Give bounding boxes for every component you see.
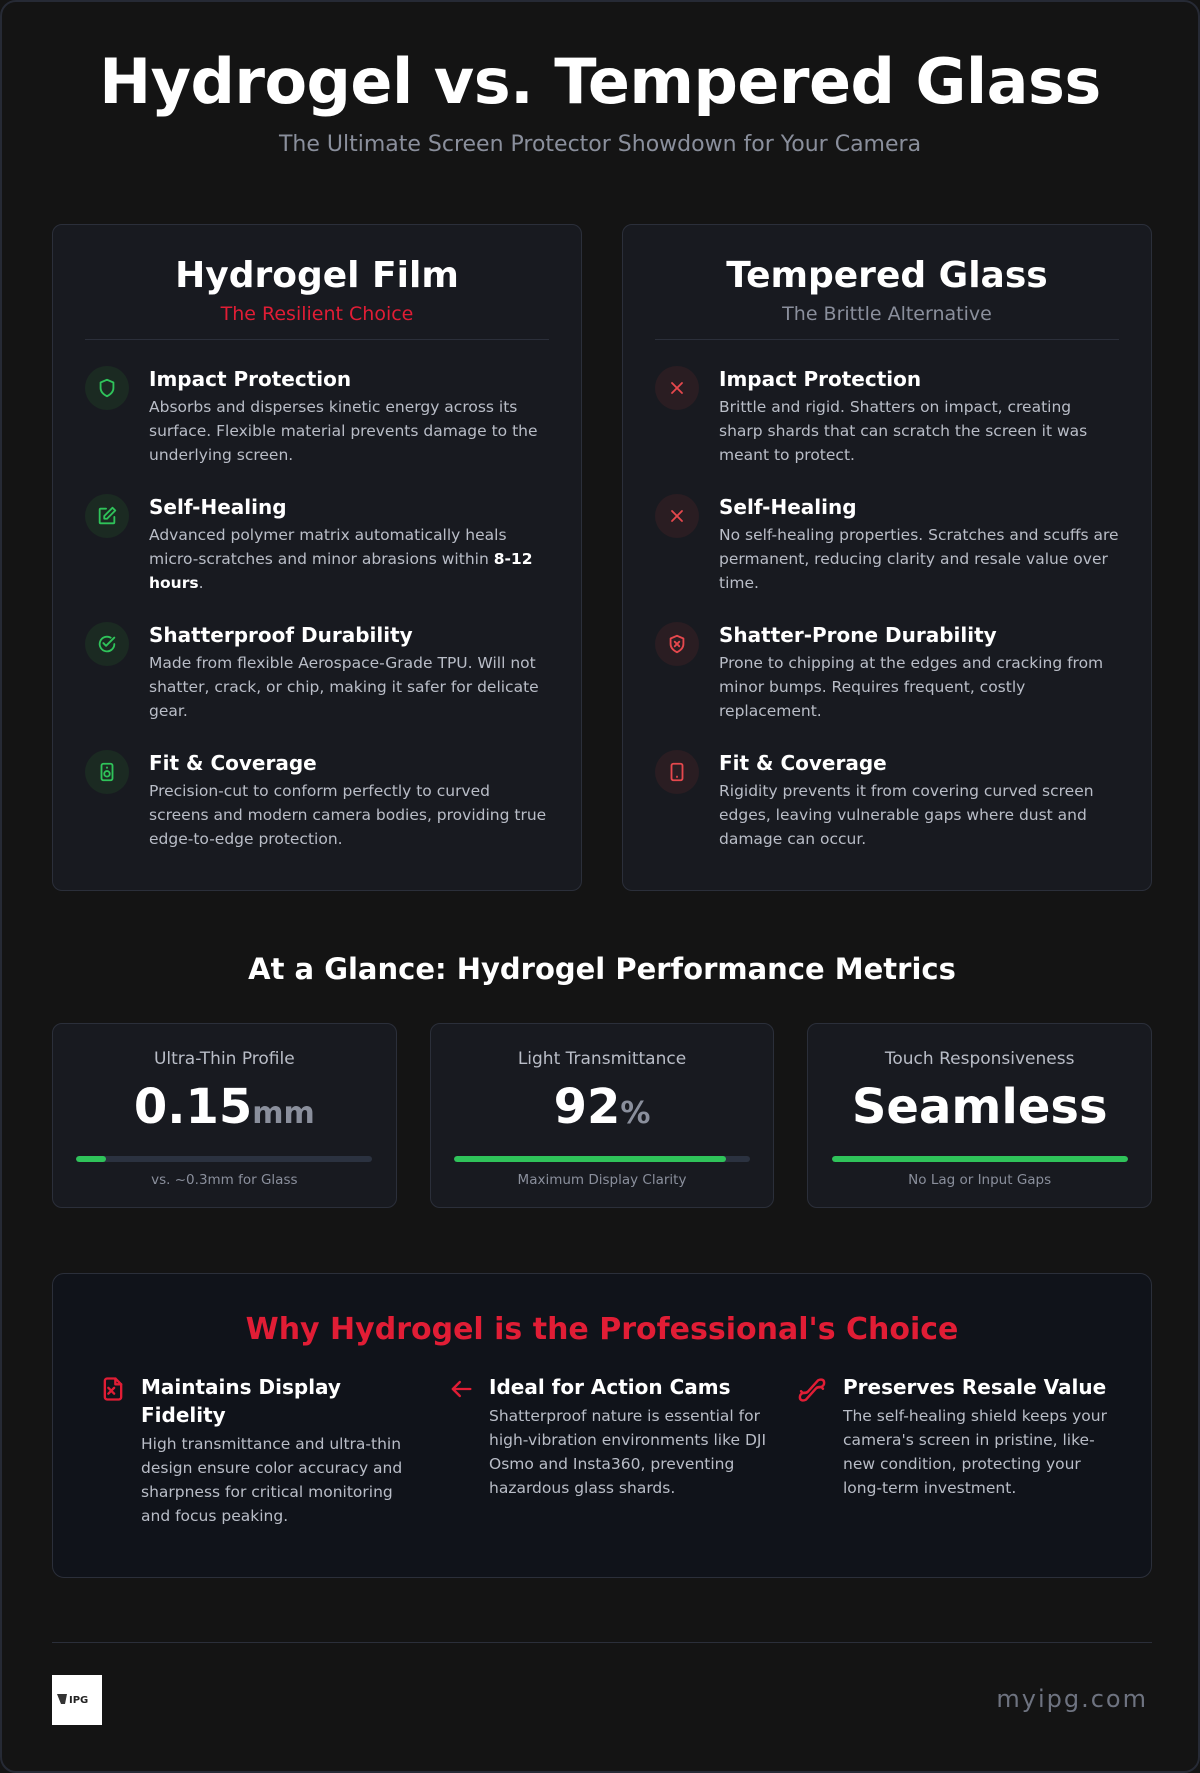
- glass-card: [622, 224, 1152, 891]
- feature-text-part: Advanced polymer matrix automatically heals micro-scratches and minor abrasions within: [149, 526, 507, 568]
- glass-title: Tempered Glass: [726, 255, 1048, 296]
- feature-text: Rigidity prevents it from covering curved screen edges, leaving vulnerable gaps where dust and damage can occur.: [719, 782, 1094, 848]
- feature-title: Shatterproof Durability: [149, 623, 413, 647]
- edit-icon: [85, 494, 129, 538]
- glass-feature: [655, 366, 1119, 494]
- metric-note: Maximum Display Clarity: [517, 1172, 687, 1188]
- feature-text: Absorbs and disperses kinetic energy across its surface. Flexible material prevents damage to the underlying screen.: [149, 398, 538, 464]
- metric-label: Light Transmittance: [517, 1049, 687, 1069]
- feature-title: Impact Protection: [149, 367, 352, 391]
- metric-progress-fill: [454, 1156, 726, 1162]
- feature-text: No self-healing properties. Scratches and scuffs are permanent, reducing clarity and resale value over time.: [719, 526, 1119, 592]
- feature-title: Self-Healing: [719, 495, 857, 519]
- metric-number: 0.15: [133, 1079, 253, 1135]
- why-item-title: Ideal for Action Cams: [489, 1375, 731, 1399]
- header: [2, 2, 1198, 157]
- feature-title: Fit & Coverage: [149, 751, 317, 775]
- why-item-title: Preserves Resale Value: [843, 1375, 1107, 1399]
- glass-feature: [655, 750, 1119, 878]
- why-item-text: Shatterproof nature is essential for high-vibration environments like DJI Osmo and Insta360, preventing hazardous glass shards.: [489, 1407, 767, 1497]
- feature-text: [149, 523, 549, 595]
- file-image-icon: [99, 1375, 127, 1403]
- feature-text: Brittle and rigid. Shatters on impact, creating sharp shards that can scratch the screen it was meant to protect.: [719, 398, 1088, 464]
- metric-number: 92: [553, 1079, 621, 1135]
- why-section: [52, 1273, 1152, 1578]
- glass-feature: [655, 622, 1119, 750]
- metric-card: [807, 1023, 1152, 1208]
- feature-text: Precision-cut to conform perfectly to curved screens and modern camera bodies, providing true edge-to-edge protection.: [149, 782, 547, 848]
- why-item-text: High transmittance and ultra-thin design ensure color accuracy and sharpness for critical monitoring and focus peaking.: [141, 1435, 403, 1525]
- hydrogel-tagline: The Resilient Choice: [220, 303, 414, 325]
- metric-note: No Lag or Input Gaps: [908, 1172, 1052, 1188]
- feature-text: Prone to chipping at the edges and cracking from minor bumps. Requires frequent, costly replacement.: [719, 654, 1104, 720]
- hydrogel-feature: [85, 622, 549, 750]
- glass-card-header: [655, 253, 1119, 340]
- arrow-left-icon: [447, 1375, 475, 1403]
- check-circle-icon: [85, 622, 129, 666]
- shield-x-icon: [655, 622, 699, 666]
- metric-progress-fill: [832, 1156, 1128, 1162]
- x-icon: [655, 366, 699, 410]
- hydrogel-card-header: [85, 253, 549, 340]
- metric-value: [431, 1077, 774, 1144]
- brand-logo[interactable]: [52, 1675, 102, 1725]
- page-title: Hydrogel vs. Tempered Glass: [99, 45, 1101, 118]
- page-subtitle: The Ultimate Screen Protector Showdown for Your Camera: [278, 132, 922, 157]
- metric-card: [430, 1023, 775, 1208]
- hydrogel-feature: [85, 494, 549, 622]
- metric-card: [52, 1023, 397, 1208]
- feature-title: Fit & Coverage: [719, 751, 887, 775]
- metric-progress-bar: [832, 1156, 1128, 1162]
- metrics-heading: At a Glance: Hydrogel Performance Metrics: [248, 952, 956, 986]
- metric-progress-bar: [454, 1156, 750, 1162]
- why-item: [447, 1373, 773, 1528]
- hydrogel-feature: [85, 750, 549, 878]
- metrics-row: [52, 1023, 1152, 1208]
- feature-title: Self-Healing: [149, 495, 287, 519]
- why-columns: [53, 1373, 1151, 1528]
- metric-progress-fill: [76, 1156, 106, 1162]
- metric-label: Ultra-Thin Profile: [153, 1049, 295, 1069]
- why-heading: Why Hydrogel is the Professional's Choice: [245, 1312, 959, 1347]
- hydrogel-feature: [85, 366, 549, 494]
- why-item: [795, 1373, 1121, 1528]
- metric-value: [808, 1077, 1151, 1144]
- footer-divider: [52, 1642, 1152, 1643]
- site-url[interactable]: myipg.com: [996, 1685, 1148, 1713]
- feature-title: Impact Protection: [719, 367, 922, 391]
- why-item-text: The self-healing shield keeps your camera's screen in pristine, like-new condition, protecting your long-term investment.: [843, 1407, 1107, 1497]
- metric-progress-bar: [76, 1156, 372, 1162]
- comparison-cards: [52, 224, 1152, 891]
- hydrogel-title: Hydrogel Film: [175, 255, 459, 296]
- link-icon: [795, 1375, 829, 1403]
- feature-text: Made from flexible Aerospace-Grade TPU. Will not shatter, crack, or chip, making it safer for delicate gear.: [149, 654, 539, 720]
- x-icon: [655, 494, 699, 538]
- metric-number: Seamless: [851, 1079, 1108, 1135]
- metric-note: vs. ~0.3mm for Glass: [151, 1172, 298, 1188]
- metric-unit: %: [620, 1096, 651, 1131]
- feature-title: Shatter-Prone Durability: [719, 623, 997, 647]
- feature-text-part: .: [198, 574, 204, 592]
- glass-tagline: The Brittle Alternative: [782, 303, 992, 325]
- logo-mark: [55, 1690, 99, 1710]
- logo-text: IPG: [69, 1695, 89, 1706]
- metric-unit: mm: [252, 1096, 315, 1131]
- metric-label: Touch Responsiveness: [884, 1049, 1075, 1069]
- hydrogel-card: [52, 224, 582, 891]
- feature-text-highlight: 8-12 hours: [149, 550, 533, 592]
- tablet-icon: [655, 750, 699, 794]
- shield-icon: [85, 366, 129, 410]
- why-item: [99, 1373, 425, 1528]
- glass-feature: [655, 494, 1119, 622]
- why-item-title: Maintains Display Fidelity: [141, 1375, 341, 1427]
- metric-value: [53, 1077, 396, 1144]
- camera-device-icon: [85, 750, 129, 794]
